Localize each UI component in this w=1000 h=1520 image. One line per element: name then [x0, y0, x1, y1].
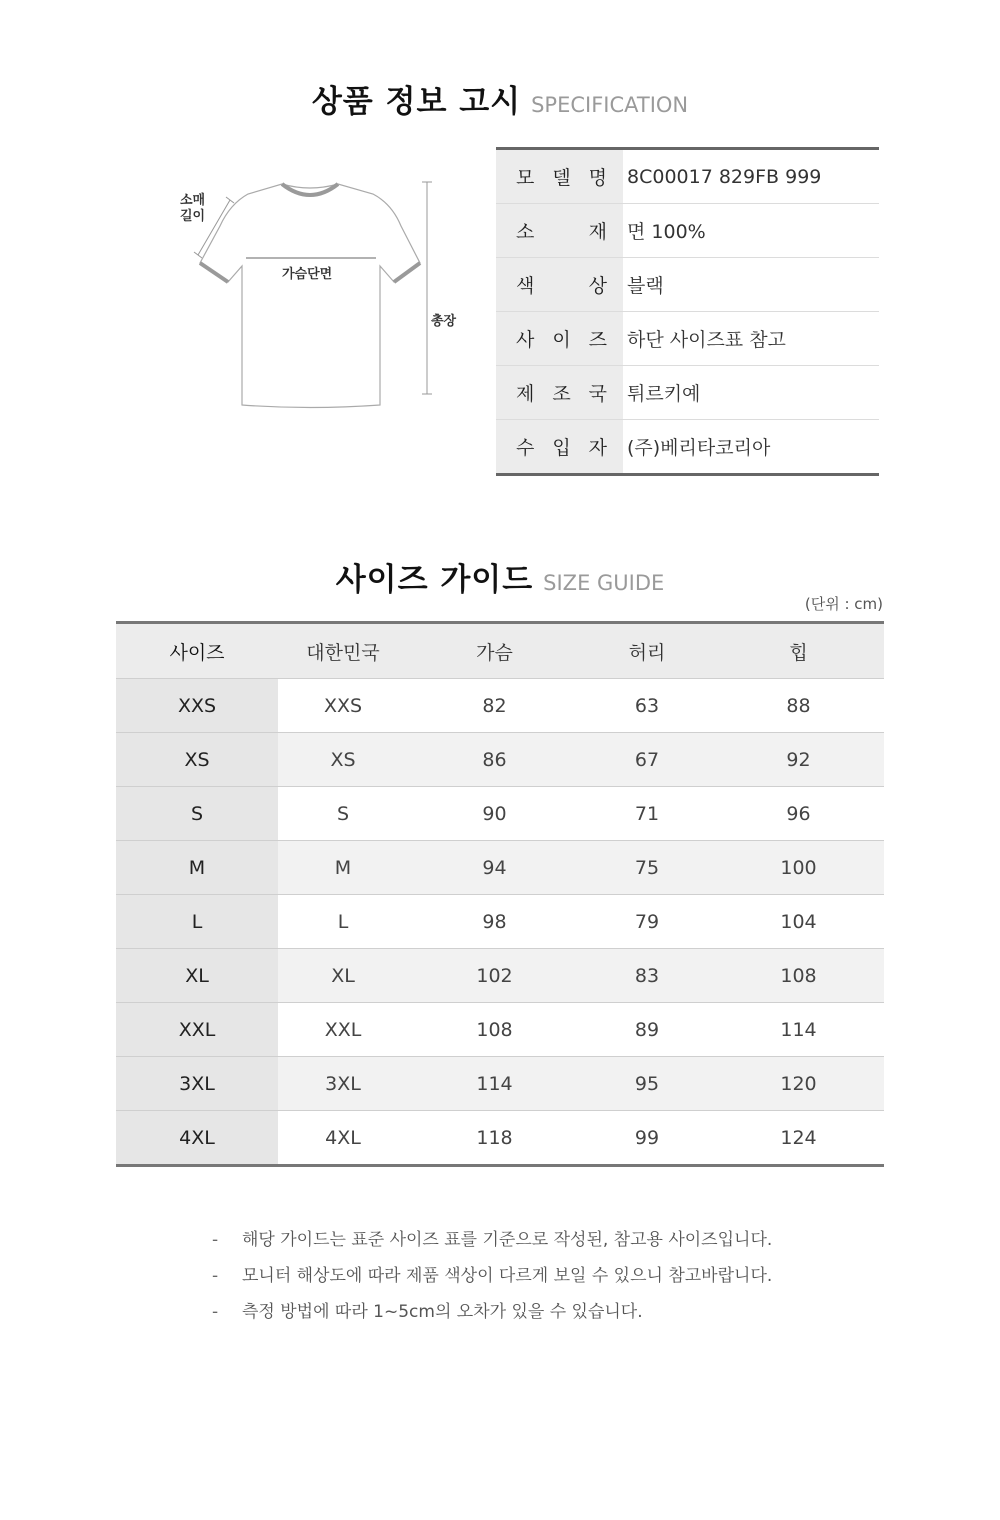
table-cell: XS — [116, 733, 278, 787]
table-row — [116, 1057, 884, 1111]
spec-row-size — [496, 312, 879, 366]
table-row — [116, 1003, 884, 1057]
table-cell: 102 — [408, 949, 581, 1003]
table-cell: XL — [116, 949, 278, 1003]
table-cell: XXL — [116, 1003, 278, 1057]
table-cell: M — [278, 841, 408, 895]
sleeve-label-2: 길이 — [180, 209, 206, 224]
table-cell: 96 — [713, 787, 884, 841]
table-cell: S — [116, 787, 278, 841]
table-row — [116, 733, 884, 787]
table-cell: 108 — [408, 1003, 581, 1057]
table-cell: 104 — [713, 895, 884, 949]
table-cell: 124 — [713, 1111, 884, 1166]
spec-row-model — [496, 149, 879, 204]
table-cell: 92 — [713, 733, 884, 787]
table-cell: 79 — [581, 895, 713, 949]
header-chest: 가슴 — [408, 623, 581, 679]
table-cell: 118 — [408, 1111, 581, 1166]
table-row — [116, 841, 884, 895]
table-cell: XXL — [278, 1003, 408, 1057]
spec-label: 사 이 즈 — [496, 312, 623, 366]
spec-value: 면 100% — [623, 204, 879, 258]
notes-list — [212, 1226, 772, 1334]
size-table-header — [116, 623, 884, 679]
spec-label: 모 델 명 — [496, 149, 623, 204]
spec-value: (주)베리타코리아 — [627, 437, 771, 459]
table-cell: XS — [278, 733, 408, 787]
length-label: 총장 — [431, 314, 457, 329]
header-size: 사이즈 — [116, 623, 278, 679]
tshirt-outline — [200, 184, 420, 408]
header-waist: 허리 — [581, 623, 713, 679]
spec-label: 색 상 — [496, 258, 623, 312]
table-cell: 98 — [408, 895, 581, 949]
spec-label: 소 재 — [496, 204, 623, 258]
chest-label: 가슴단면 — [282, 267, 333, 282]
table-cell: 108 — [713, 949, 884, 1003]
table-cell: 4XL — [278, 1111, 408, 1166]
size-table — [116, 621, 884, 1167]
table-cell: 114 — [408, 1057, 581, 1111]
table-cell: 95 — [581, 1057, 713, 1111]
size-title-en: SIZE GUIDE — [543, 571, 665, 595]
unit-label: (단위 : cm) — [804, 595, 883, 613]
table-cell: 88 — [713, 679, 884, 733]
spec-row-color — [496, 258, 879, 312]
table-cell: 100 — [713, 841, 884, 895]
table-cell: 83 — [581, 949, 713, 1003]
spec-label: 제 조 국 — [496, 366, 623, 420]
table-cell: 89 — [581, 1003, 713, 1057]
table-row — [116, 787, 884, 841]
spec-title-ko: 상품 정보 고시 — [311, 84, 522, 120]
spec-value: 8C00017 829FB 999 — [623, 149, 879, 204]
spec-row-origin — [496, 366, 879, 420]
spec-label: 수 입 자 — [496, 420, 623, 475]
note-item: - 해당 가이드는 표준 사이즈 표를 기준으로 작성된, 참고용 사이즈입니다. — [212, 1230, 773, 1250]
table-row — [116, 679, 884, 733]
table-cell: 90 — [408, 787, 581, 841]
table-cell: 71 — [581, 787, 713, 841]
header-hip: 힙 — [713, 623, 884, 679]
table-cell: L — [116, 895, 278, 949]
note-item: - 측정 방법에 따라 1~5cm의 오차가 있을 수 있습니다. — [212, 1302, 643, 1322]
table-cell: XXS — [116, 679, 278, 733]
table-cell: XXS — [278, 679, 408, 733]
spec-row-importer — [496, 420, 879, 475]
table-cell: 82 — [408, 679, 581, 733]
table-row — [116, 895, 884, 949]
sleeve-label-1: 소매 — [180, 193, 206, 208]
spec-section-title — [0, 76, 1000, 121]
header-korea: 대한민국 — [278, 623, 408, 679]
table-cell: 75 — [581, 841, 713, 895]
table-cell: M — [116, 841, 278, 895]
table-cell: 63 — [581, 679, 713, 733]
spec-row-material — [496, 204, 879, 258]
table-cell: 3XL — [278, 1057, 408, 1111]
table-cell: 120 — [713, 1057, 884, 1111]
table-row — [116, 949, 884, 1003]
table-cell: S — [278, 787, 408, 841]
table-cell: 4XL — [116, 1111, 278, 1166]
size-title-ko: 사이즈 가이드 — [335, 562, 534, 598]
tshirt-measurement-diagram — [170, 170, 470, 420]
table-cell: 67 — [581, 733, 713, 787]
table-cell: 114 — [713, 1003, 884, 1057]
table-cell: L — [278, 895, 408, 949]
table-cell: 86 — [408, 733, 581, 787]
spec-value: 튀르키예 — [623, 366, 879, 420]
table-cell: 94 — [408, 841, 581, 895]
table-row — [116, 1111, 884, 1166]
spec-title-en: SPECIFICATION — [531, 93, 689, 117]
table-cell: 99 — [581, 1111, 713, 1166]
spec-value: 하단 사이즈표 참고 — [623, 312, 879, 366]
table-cell: 3XL — [116, 1057, 278, 1111]
spec-value: 블랙 — [623, 258, 879, 312]
table-cell: XL — [278, 949, 408, 1003]
spec-table — [496, 147, 879, 476]
note-item: - 모니터 해상도에 따라 제품 색상이 다르게 보일 수 있으니 참고바랍니다. — [212, 1266, 773, 1286]
